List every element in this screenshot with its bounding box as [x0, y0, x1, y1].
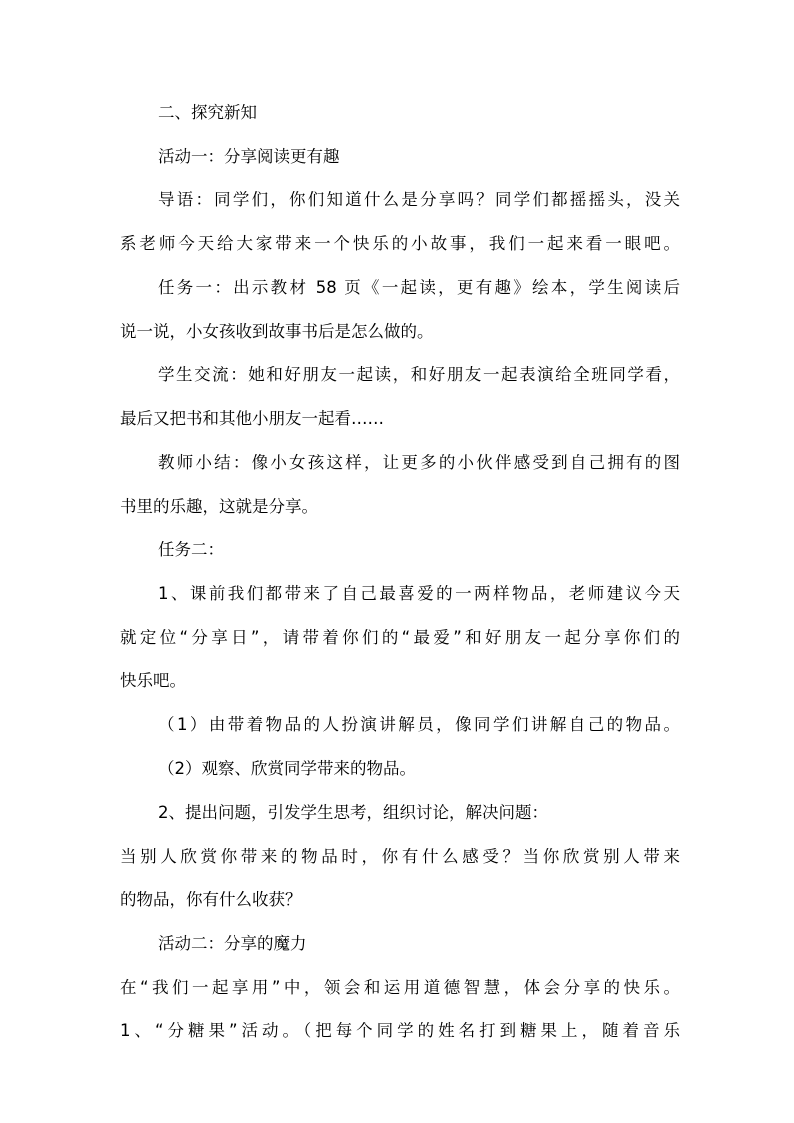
paragraph-line: 在“我们一起享用”中，领会和运用道德智慧，体会分享的快乐。	[120, 978, 680, 997]
paragraph-line: 当别人欣赏你带来的物品时，你有什么感受？当你欣赏别人带来	[120, 847, 680, 866]
paragraph-line: 的物品，你有什么收获？	[120, 890, 302, 909]
paragraph-line: 快乐吧。	[120, 671, 186, 690]
list-item: （1）由带着物品的人扮演讲解员，像同学们讲解自己的物品。	[158, 715, 680, 734]
paragraph-line: 任务一：出示教材 58 页《一起读，更有趣》绘本，学生阅读后	[158, 278, 680, 297]
paragraph-line: 说一说，小女孩收到故事书后是怎么做的。	[120, 322, 434, 341]
paragraph-line: 书里的乐趣，这就是分享。	[120, 497, 318, 516]
paragraph-line: 导语：同学们，你们知道什么是分享吗？同学们都摇摇头，没关	[158, 190, 680, 209]
paragraph-line: 最后又把书和其他小朋友一起看……	[120, 409, 384, 428]
paragraph-line: 就定位“分享日”，请带着你们的“最爱”和好朋友一起分享你们的	[120, 628, 680, 647]
paragraph-line: 1、课前我们都带来了自己最喜爱的一两样物品，老师建议今天	[158, 584, 680, 603]
activity-heading: 活动二：分享的魔力	[158, 934, 307, 953]
paragraph-line: 2、提出问题，引发学生思考，组织讨论，解决问题：	[158, 803, 548, 822]
section-heading: 二、探究新知	[158, 103, 257, 122]
list-item: （2）观察、欣赏同学带来的物品。	[158, 759, 416, 778]
paragraph-line: 学生交流：她和好朋友一起读，和好朋友一起表演给全班同学看，	[158, 365, 680, 384]
activity-heading: 活动一：分享阅读更有趣	[158, 147, 340, 166]
paragraph-line: 教师小结：像小女孩这样，让更多的小伙伴感受到自己拥有的图	[158, 453, 680, 472]
paragraph-line: 1、“分糖果”活动。（把每个同学的姓名打到糖果上，随着音乐	[120, 1021, 680, 1040]
paragraph-line: 系老师今天给大家带来一个快乐的小故事，我们一起来看一眼吧。	[120, 234, 680, 253]
task-heading: 任务二：	[158, 540, 224, 559]
